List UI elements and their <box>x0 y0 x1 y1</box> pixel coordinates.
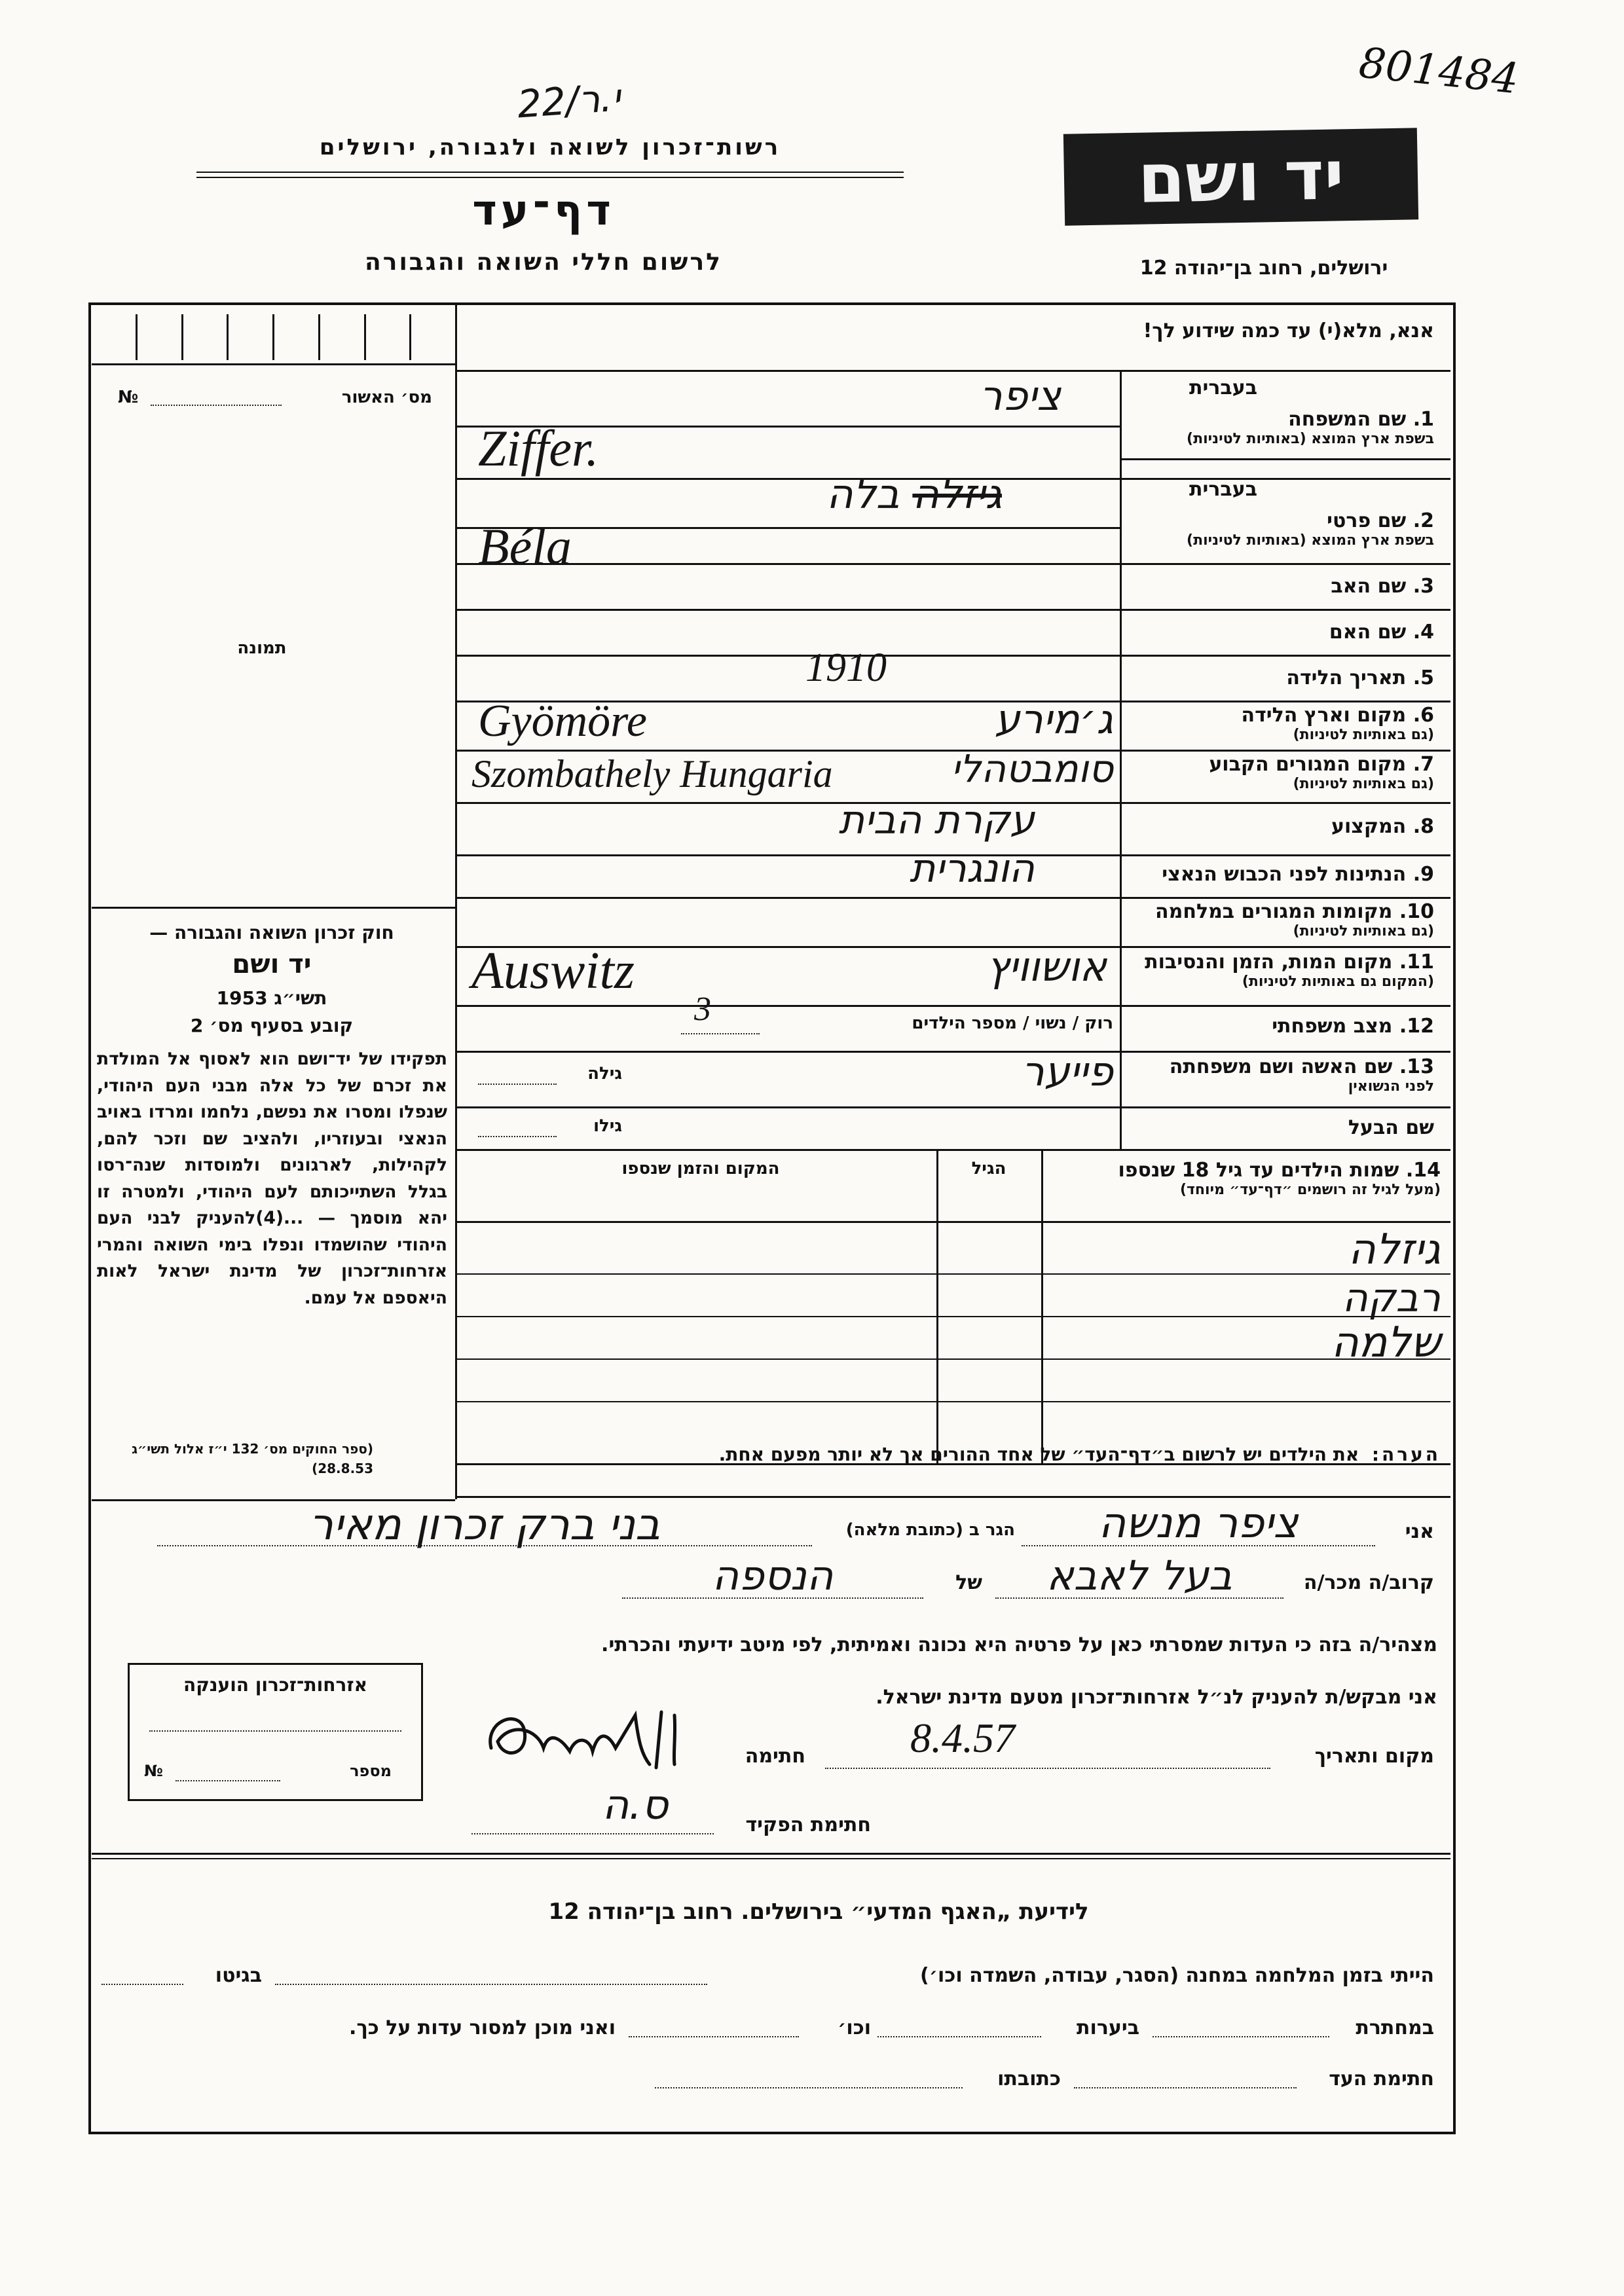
place-date-value: 8.4.57 <box>910 1715 1015 1761</box>
citizenship-box-no-mark: № <box>144 1762 163 1780</box>
yad-vashem-logo: יד ושם <box>1063 128 1418 225</box>
official-signature-label: חתימת הפקיד <box>745 1813 871 1836</box>
witness-signature <box>478 1702 694 1774</box>
child-1: גיזלה <box>1348 1226 1441 1274</box>
law-clause: קובע בסעיף מס׳ 2 <box>190 1015 354 1036</box>
marital-status-options: רוק / נשוי / מספר הילדים <box>912 1013 1113 1033</box>
handwritten-ref: י.ר/22 <box>515 75 622 127</box>
approval-label: מס׳ האשור <box>341 388 432 407</box>
husband-age-label: גילו <box>593 1116 622 1136</box>
children-label: 14. שמות הילדים עד גיל 18 שנספו (מעל לגיל זה רושמים ״דף־עד״ מיוחד) <box>1118 1159 1441 1198</box>
witness-signature-label: חתימת העד <box>1329 2068 1434 2090</box>
residence-hebrew: סומבטהלי <box>951 746 1113 791</box>
info-line-1: הייתי בזמן המלחמה במחנה (הסגר, עבודה, השמדה וכו׳) <box>920 1964 1434 1987</box>
hebrew-tag: בעברית <box>1189 478 1257 501</box>
field-13-label: 13. שם האשה ושם משפחתה לפני הנשואין <box>1169 1055 1434 1095</box>
citizenship: הונגרית <box>909 846 1035 892</box>
law-title: חוק זכרון השואה והגבורה — <box>149 922 394 943</box>
death-place-latin: Auswitz <box>471 942 635 1000</box>
surname-hebrew: ציפר <box>979 372 1061 420</box>
law-year: תשי״ג 1953 <box>216 987 327 1009</box>
decl-ani-label: אני <box>1405 1520 1434 1543</box>
approval-number-boxes <box>92 314 455 360</box>
field-11-label: 11. מקום המות, הזמן והנסיבות (המקום גם באותיות לטיניות) <box>1145 951 1434 990</box>
authority-line: רשות־זכרון לשואה ולגבורה, ירושלים <box>319 134 781 160</box>
note-row: הערה: את הילדים יש לרשום ב״דף־העד״ של אחד ההורים אך לא יותר מפעם אחת. <box>718 1444 1441 1465</box>
residence-latin: Szombathely Hungaria <box>471 752 833 795</box>
citizenship-box-number: מספר <box>350 1762 392 1780</box>
approval-no-mark: № <box>118 388 139 407</box>
archive-number: 801484 <box>1356 39 1521 104</box>
field-5-label: 5. תאריך הלידה <box>1286 666 1434 689</box>
law-reference: (ספר החוקים מס׳ 132 י״ז אלול תשי״ג 28.8.53) <box>132 1441 373 1476</box>
husband-label: שם הבעל <box>1348 1116 1434 1139</box>
field-12-label: 12. מצב משפחתי <box>1272 1015 1434 1038</box>
birthplace-latin: Gyömöre <box>478 696 647 746</box>
child-2: רבקה <box>1342 1275 1441 1321</box>
surname-latin: Ziffer. <box>478 420 599 477</box>
signature-label: חתימה <box>745 1745 805 1768</box>
first-name-latin: Béla <box>478 518 572 575</box>
field-7-label: 7. מקום המגורים הקבוע (גם באותיות לטיניות) <box>1209 753 1434 792</box>
field-1-label: בעברית 1. שם המשפחה בשפת ארץ המוצא (באותיות לטיניות) <box>1187 376 1434 447</box>
birthplace-hebrew: ג׳מירע <box>994 695 1113 743</box>
address-line: ירושלים, רחוב בן־יהודה 12 <box>1139 257 1388 280</box>
field-8-label: 8. המקצוע <box>1331 815 1434 838</box>
form-subtitle: לרשום חללי השואה והגבורה <box>365 249 722 276</box>
witness-name: ציפר מנשה <box>1098 1499 1299 1548</box>
relative-label: קרוב/ה מכר/ה <box>1303 1571 1434 1594</box>
col-place-time-header: המקום והזמן שנספו <box>621 1159 780 1178</box>
occupation: עקרת הבית <box>838 797 1035 843</box>
field-3-label: 3. שם האב <box>1331 575 1434 598</box>
children-count: 3 <box>694 991 711 1028</box>
intro-text: אנא, מלא(י) עד כמה שידוע לך! <box>1143 319 1434 342</box>
relation-value: בעל לאבא <box>1046 1552 1232 1599</box>
info-title: לידיעת „האגף המדעי״ בירושלים. רחוב בן־יהודה 12 <box>548 1899 1089 1925</box>
testimony-ready: ואני מוכן למסור עדות על כך. <box>349 2016 616 2039</box>
declaration-statement: מצהיר/ה בזה כי העדות שמסרתי כאן על פרטיה היא נכונה ואמיתית, לפי מיטב ידיעתי והכרתי. <box>601 1633 1437 1656</box>
official-signature-value: ס.ה <box>602 1781 669 1829</box>
photo-label: תמונה <box>237 638 287 658</box>
ghetto-label: בגיטו <box>215 1964 262 1987</box>
field-2-label: בעברית 2. שם פרטי בשפת ארץ המוצא (באותיות לטיניות) <box>1187 478 1434 549</box>
field-10-label: 10. מקומות המגורים במלחמה (גם באותיות לטיניות) <box>1155 900 1434 939</box>
wife-name: פייער <box>1021 1048 1113 1095</box>
field-9-label: 9. הנתינות לפני הכבוש הנאצי <box>1162 863 1434 886</box>
form-title: דף־עד <box>472 187 615 235</box>
etc-label: וכו׳ <box>838 2016 871 2039</box>
witness-address-label: כתובתו <box>997 2068 1061 2090</box>
law-text: תפקידו של יד־ושם הוא לאסוף אל המולדת את זכרם של כל אלה מבני העם היהודי, שנפלו ומסרו את נפשם, נלחמו ומרדו באויב הנאצי ובעוזריו, ולהציב שם וזכר להם, לקהילות, לארגונים ולמוסדות שנה־רסו בגלל השתייכותם לעם היהודי, ולמטרה זו יהא מוסמך — ...(4)להעניק לבני העם היהודי שהושמדו ונפלו בימי השואה והמרי אזרחות־זכרון של מדינת ישראל לאות היאספם אל עמם. <box>97 1049 447 1308</box>
wife-age-label: גילה <box>587 1064 622 1084</box>
child-3: שלמה <box>1331 1319 1441 1367</box>
underground-label: במחתרת <box>1356 2016 1434 2039</box>
address-value: בני ברק זכרון מאיר <box>308 1499 661 1550</box>
forests-label: ביערות <box>1077 2016 1139 2039</box>
birth-date: 1910 <box>805 646 887 690</box>
citizenship-request: אני מבקש/ת להעניק לנ״ל אזרחות־זכרון מטעם מדינת ישראל. <box>876 1686 1437 1709</box>
hebrew-tag: בעברית <box>1189 376 1257 399</box>
of-label: של <box>955 1571 982 1594</box>
death-place-hebrew: אושוויץ <box>986 943 1107 991</box>
field-4-label: 4. שם האם <box>1329 621 1434 644</box>
citizenship-box-title: אזרחות־זכרון הוענקה <box>183 1674 367 1696</box>
resides-label: הגר ב (כתובת מלאה) <box>845 1520 1015 1540</box>
law-name: יד ושם <box>232 949 312 979</box>
citizenship-box <box>128 1663 423 1801</box>
field-6-label: 6. מקום וארץ הלידה (גם באותיות לטיניות) <box>1241 704 1434 743</box>
first-name-hebrew: גיזלה בלה <box>826 470 1002 518</box>
of-value: הנספה <box>712 1552 834 1599</box>
col-age-header: הגיל <box>971 1159 1006 1178</box>
place-date-label: מקום ותאריך <box>1314 1745 1434 1768</box>
